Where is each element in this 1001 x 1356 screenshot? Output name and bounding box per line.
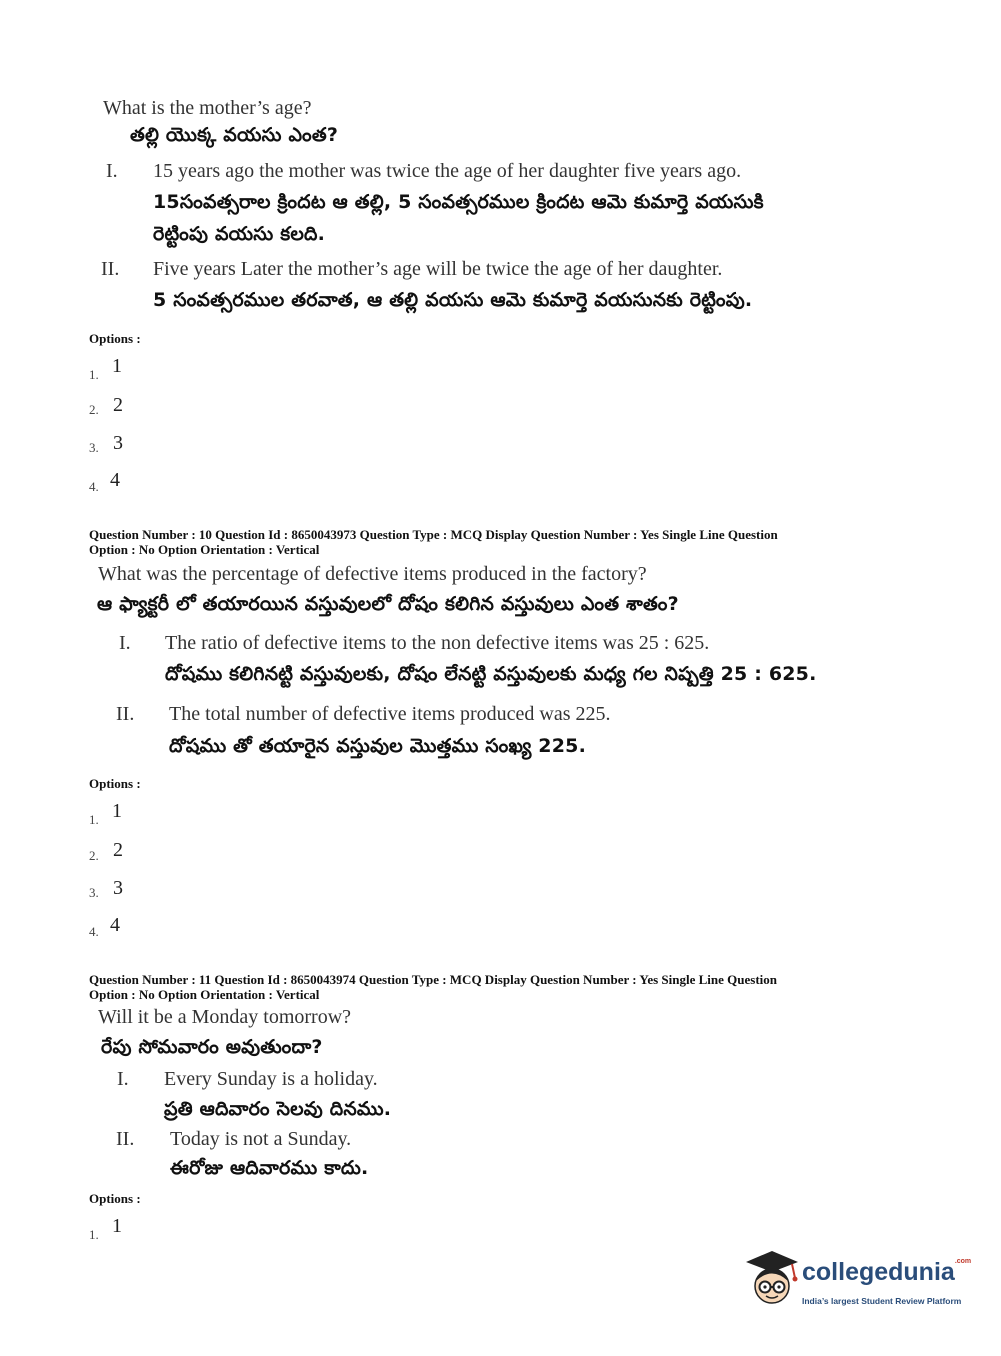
q10-statement-2-en: The total number of defective items produced was 225. — [169, 703, 611, 725]
q11-statement-2-en: Today is not a Sunday. — [170, 1128, 352, 1150]
q9-option-2-value[interactable]: 2 — [113, 394, 123, 416]
q10-option-2-value[interactable]: 2 — [113, 839, 123, 861]
q9-option-3-value[interactable]: 3 — [113, 432, 123, 454]
q9-question-en: What is the mother’s age? — [103, 97, 312, 119]
q9-statement-1-te-line2: రెట్టింపు వయసు కలది. — [153, 223, 326, 245]
q9-statement-1-te-line1: 15సంవత్సరాల క్రిందట ఆ తల్లి, 5 సంవత్సరముల క్రిందట ఆమె కుమార్తె వయసుకి — [153, 191, 764, 213]
q10-statement-2-te: దోషము తో తయారైన వస్తువుల మొత్తము సంఖ్య 225. — [169, 735, 586, 757]
q11-statement-1-number: I. — [117, 1068, 129, 1090]
q9-options-label: Options : — [89, 331, 141, 346]
q10-option-3-value[interactable]: 3 — [113, 877, 123, 899]
q10-option-4-value[interactable]: 4 — [110, 914, 120, 936]
q11-question-en: Will it be a Monday tomorrow? — [98, 1006, 352, 1028]
q9-option-2-number: 2. — [89, 402, 99, 417]
q11-statement-2-number: II. — [116, 1128, 135, 1150]
q9-option-4-value[interactable]: 4 — [110, 469, 120, 491]
q9-statement-1-number: I. — [106, 160, 118, 182]
q10-question-en: What was the percentage of defective items produced in the factory? — [98, 563, 647, 585]
q11-question-te: రేపు సోమవారం అవుతుందా? — [101, 1036, 323, 1058]
q9-option-3-number: 3. — [89, 440, 99, 455]
q10-option-1-value[interactable]: 1 — [112, 800, 122, 822]
q10-meta-line-2: Option : No Option Orientation : Vertical — [89, 542, 320, 557]
logo-tagline: India’s largest Student Review Platform — [802, 1296, 962, 1306]
q11-statement-1-te: ప్రతి ఆదివారం సెలవు దినము. — [164, 1098, 392, 1120]
q9-statement-2-te: 5 సంవత్సరముల తరవాత, ఆ తల్లి వయసు ఆమె కుమార్తె వయసునకు రెట్టింపు. — [153, 289, 753, 311]
collegedunia-logo — [742, 1248, 972, 1318]
q10-meta-line-1: Question Number : 10 Question Id : 8650043973 Question Type : MCQ Display Question Number : Yes Single Line Question — [89, 527, 778, 542]
logo-wordmark — [802, 1258, 971, 1287]
q10-option-3-number: 3. — [89, 885, 99, 900]
q11-meta-line-1: Question Number : 11 Question Id : 8650043974 Question Type : MCQ Display Question Number : Yes Single Line Question — [89, 972, 777, 987]
q10-option-4-number: 4. — [89, 924, 99, 939]
q9-option-1-value[interactable]: 1 — [112, 355, 122, 377]
q10-options-label: Options : — [89, 776, 141, 791]
q9-statement-1-en: 15 years ago the mother was twice the age of her daughter five years ago. — [153, 160, 742, 182]
q10-option-1-number: 1. — [89, 812, 99, 827]
q9-statement-2-en: Five years Later the mother’s age will be twice the age of her daughter. — [153, 258, 723, 280]
q9-option-4-number: 4. — [89, 479, 99, 494]
q11-option-1-number: 1. — [89, 1227, 99, 1242]
q10-statement-1-en: The ratio of defective items to the non defective items was 25 : 625. — [165, 632, 710, 654]
q11-statement-2-te: ఈరోజు ఆదివారము కాదు. — [170, 1157, 369, 1179]
logo-name: collegedunia — [802, 1258, 955, 1286]
mascot-icon — [742, 1248, 802, 1312]
q11-option-1-value[interactable]: 1 — [112, 1215, 122, 1237]
q10-statement-2-number: II. — [116, 703, 135, 725]
logo-suffix: .com — [954, 1258, 972, 1265]
q10-statement-1-te: దోషము కలిగినట్టి వస్తువులకు, దోషం లేనట్టి వస్తువులకు మధ్య గల నిష్పత్తి 25 : 625. — [165, 663, 817, 685]
q9-statement-2-number: II. — [101, 258, 120, 280]
q11-meta-line-2: Option : No Option Orientation : Vertical — [89, 987, 320, 1002]
q10-question-te: ఆ ఫ్యాక్టరీ లో తయారయిన వస్తువులలో దోషం కలిగిన వస్తువులు ఎంత శాతం? — [97, 593, 679, 615]
q11-statement-1-en: Every Sunday is a holiday. — [164, 1068, 378, 1090]
q9-option-1-number: 1. — [89, 367, 99, 382]
q10-option-2-number: 2. — [89, 848, 99, 863]
q10-statement-1-number: I. — [119, 632, 131, 654]
q11-options-label: Options : — [89, 1191, 141, 1206]
q9-question-te: తల్లి యొక్క వయసు ఎంత? — [130, 124, 339, 146]
